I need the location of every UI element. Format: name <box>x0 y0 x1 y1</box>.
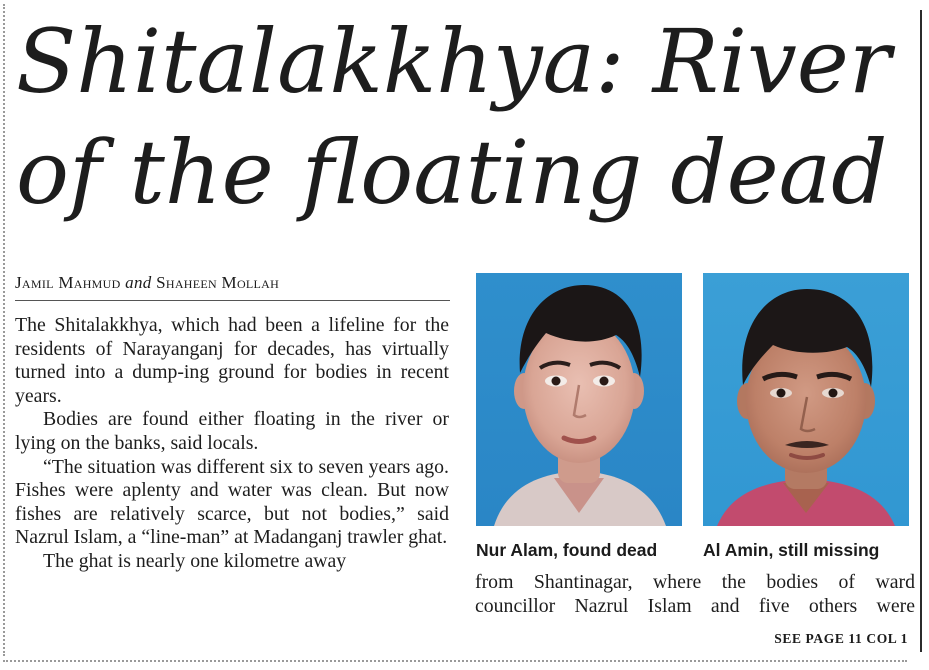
article-paragraph: The Shitalakkhya, which had been a lifeline for the residents of Narayanganj for decades, has virtually turned into a dump-ing ground for bodies in recent years. <box>15 314 449 407</box>
continuation-line: councillor Nazrul Islam and five others were <box>475 595 915 617</box>
left-dotted-border <box>3 4 5 656</box>
photo-caption-nur-alam: Nur Alam, found dead <box>476 540 658 560</box>
continuation-line: from Shantinagar, where the bodies of ward <box>475 571 915 593</box>
portrait-photo-al-amin <box>703 273 909 526</box>
portrait-illustration <box>476 273 682 526</box>
photo-caption-al-amin: Al Amin, still missing <box>703 540 880 560</box>
headline-line-1: Shitalakkhya: River <box>16 10 891 113</box>
headline <box>16 6 916 228</box>
portrait-illustration <box>703 273 909 526</box>
article-paragraph: “The situation was different six to seven years ago. Fishes were aplenty and water was clean. But now fishes are relatively scarce, but not bodies,” said Nazrul Islam, a “line-man” at Madanganj trawler ghat. <box>15 455 449 549</box>
article-body <box>15 314 449 574</box>
article-paragraph: The ghat is nearly one kilometre away <box>43 549 347 572</box>
jump-reference[interactable]: SEE PAGE 11 COL 1 <box>774 631 908 646</box>
byline-joiner: and <box>125 273 152 292</box>
byline <box>15 273 455 293</box>
column-rule <box>920 10 922 652</box>
portrait-photo-nur-alam <box>476 273 682 526</box>
headline-line-2: of the floating dead <box>16 121 888 224</box>
byline-rule <box>15 300 450 301</box>
byline-author-2: Shaheen Mollah <box>156 273 280 292</box>
article-continuation <box>475 570 915 618</box>
bottom-dotted-border <box>3 660 907 662</box>
article-paragraph: Bodies are found either floating in the river or lying on the banks, said locals. <box>15 408 449 454</box>
byline-author-1: Jamil Mahmud <box>15 273 121 292</box>
